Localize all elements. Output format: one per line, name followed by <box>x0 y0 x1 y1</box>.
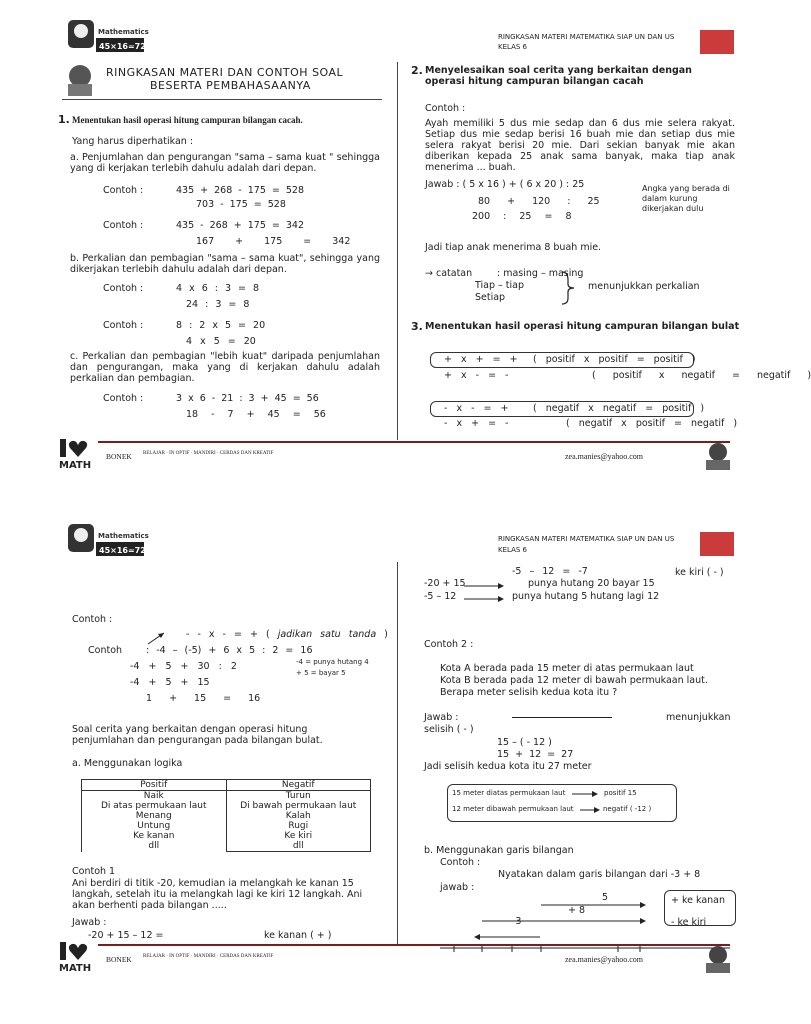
footer-bonek: BONEK <box>106 452 132 461</box>
mathematics-logo <box>66 18 152 56</box>
sign-rule <box>186 629 388 640</box>
cell-negatif: Turun <box>285 791 311 801</box>
ex-a2-line1: 435 - 268 + 175 = 342 <box>176 220 304 231</box>
p2-ex-line1: : -4 – (-5) + 6 x 5 : 2 = 16 <box>146 645 313 656</box>
ex-a2-line2: 167 + 175 = 342 <box>196 236 351 247</box>
brace-icon <box>558 270 578 306</box>
menunjukkan-label: menunjukkan <box>666 712 731 723</box>
p2-contoh-label: Contoh : <box>72 614 113 625</box>
rule-1-desc: ( positif x positif = positif ) <box>533 354 696 365</box>
catatan-label: → catatan <box>425 268 473 279</box>
catatan-right: menunjukkan perkalian <box>588 281 700 292</box>
table-header-negatif: Negatif <box>226 780 371 791</box>
direction-legend-box <box>664 890 736 926</box>
s2-contoh: Contoh : <box>425 103 466 114</box>
s1-title: Menentukan hasil operasi hitung campuran bilangan cacah. <box>72 115 303 125</box>
p2-ex-line3: -4 + 5 + 15 <box>130 677 210 688</box>
b-jawab: jawab : <box>440 882 475 893</box>
ex-b2-line2: 4 x 5 = 20 <box>186 336 256 347</box>
arrow-right-icon <box>464 595 504 603</box>
numberline-5-label: 5 <box>602 892 609 903</box>
logo-text: Mathematics <box>98 28 149 36</box>
logo-number: 45×16=720 <box>99 546 152 555</box>
header-title: RINGKASAN MATERI MATEMATIKA SIAP UN DAN US <box>498 33 675 41</box>
r-line2b: punya hutang 20 bayar 15 <box>528 578 655 589</box>
jawab2-label: Jawab : <box>424 712 459 723</box>
sign-rule-end: ) <box>384 629 388 640</box>
r-line3b: punya hutang 5 hutang lagi 12 <box>512 591 660 602</box>
s1-b-text: b. Perkalian dan pembagian "sama – sama kuat", sehingga yang dikerjakan terlebih dahulu adalah dari depan. <box>70 253 380 275</box>
p2-note-1: -4 = punya hutang 4 <box>296 658 369 666</box>
s2-result: Jadi tiap anak menerima 8 buah mie. <box>425 242 602 253</box>
i-love-math-logo <box>58 940 98 974</box>
cell-positif: Ke kanan <box>133 831 175 842</box>
sign-rule-main: - - x - = + ( <box>186 629 270 640</box>
rule-4-desc: ( negatif x positif = negatif ) <box>566 418 738 429</box>
cell-positif: Menang <box>135 811 172 822</box>
header-class: KELAS 6 <box>498 43 527 51</box>
footer-line <box>98 441 730 443</box>
s1-number: 1. <box>58 113 70 126</box>
contoh1-kanan: ke kanan ( + ) <box>264 930 332 941</box>
arrow-right-icon <box>580 806 600 814</box>
j2-line1: 15 – ( - 12 ) <box>497 737 552 748</box>
ex-b2-line1: 8 : 2 x 5 = 20 <box>176 320 266 331</box>
ex-b1-label: Contoh : <box>103 283 144 294</box>
ex-c-label: Contoh : <box>103 393 144 404</box>
title-underline <box>62 99 382 100</box>
arrow-right-icon <box>464 582 504 590</box>
s2-title: Menyelesaikan soal cerita yang berkaitan dengan operasi hitung campuran bilangan cacah <box>425 65 692 87</box>
box-line1a: 15 meter diatas permukaan laut <box>452 789 566 797</box>
header-corner-decoration <box>700 532 734 556</box>
box-line2a: 12 meter dibawah permukaan laut <box>452 805 574 813</box>
contoh2-line3: Berapa meter selisih kedua kota itu ? <box>440 687 618 698</box>
main-title-2: BESERTA PEMBAHASAANYA <box>150 79 311 92</box>
cell-positif: Naik <box>143 791 164 802</box>
p2-ex-line2: -4 + 5 + 30 : 2 <box>130 661 237 672</box>
footer-email: zea.manies@yahoo.com <box>565 452 644 461</box>
box-line1b: positif 15 <box>604 789 637 797</box>
student-icon <box>60 62 100 98</box>
math-logo-text: MATH <box>59 963 92 974</box>
mathematics-logo <box>66 522 152 560</box>
student-reading-icon <box>700 440 736 472</box>
s3-title: Menentukan hasil operasi hitung campuran bilangan bulat <box>425 321 740 332</box>
r-top-kiri: ke kiri ( - ) <box>675 567 724 578</box>
table-row <box>82 791 371 852</box>
cell-positif: Di atas permukaan laut <box>100 801 207 812</box>
ex-b1-line2: 24 : 3 = 8 <box>186 299 250 310</box>
p2-ex-label: Contoh <box>88 645 123 656</box>
ex-a1-line2: 703 - 175 = 528 <box>196 199 286 210</box>
ex-a1-line1: 435 + 268 - 175 = 528 <box>176 185 304 196</box>
i-love-math-logo <box>58 437 98 471</box>
r-line2a: -20 + 15 <box>424 578 466 589</box>
s2-note: Angka yang berada di dalam kurung dikerjakan dulu <box>642 184 730 213</box>
table-header-row <box>82 780 371 791</box>
rule-2-symbol: + x - = - <box>444 370 509 381</box>
contoh1-jawab: Jawab : <box>72 917 107 928</box>
numberline-minus3-label: -3 <box>512 916 522 927</box>
legend-kanan: + ke kanan <box>671 895 726 906</box>
numberline-plus8-label: + 8 <box>568 905 586 916</box>
r-line3a: -5 – 12 <box>424 591 457 602</box>
s2-number: 2. <box>411 64 423 77</box>
legend-kiri: - ke kiri <box>671 917 707 928</box>
rule-3-symbol: - x - = + <box>444 403 509 414</box>
table-cell <box>82 791 227 852</box>
footer-motto: BELAJAR · IN OPTIF · MANDIRI · CERDAS DAN KREATIF <box>143 451 274 456</box>
footer-line <box>98 944 730 946</box>
page-2 <box>0 512 768 992</box>
soal-cerita-text: Soal cerita yang berkaitan dengan operasi hitung penjumlahan dan pengurangan pada bilangan bulat. <box>72 724 323 746</box>
main-title-1: RINGKASAN MATERI DAN CONTOH SOAL <box>106 66 344 79</box>
sign-rule-italic: jadikan satu tanda <box>277 629 377 640</box>
rule-2-desc: ( positif x negatif = negatif ) <box>592 370 811 381</box>
b-contoh: Contoh : <box>440 857 481 868</box>
contoh2-label: Contoh 2 : <box>424 639 474 650</box>
b-numberline-label: b. Menggunakan garis bilangan <box>424 845 574 856</box>
table-header-positif: Positif <box>82 780 227 791</box>
ex-b1-line1: 4 x 6 : 3 = 8 <box>176 283 260 294</box>
s3-number: 3. <box>411 320 423 333</box>
catatan-text: : masing – masing <box>497 268 584 279</box>
pointer-arrow-icon <box>146 630 168 646</box>
s2-line3: 200 : 25 = 8 <box>472 211 572 222</box>
j2-result: Jadi selisih kedua kota itu 27 meter <box>424 761 592 772</box>
rule-1-symbol: + x + = + <box>444 354 518 365</box>
footer-bonek: BONEK <box>106 955 132 964</box>
arrow-right-icon <box>572 790 598 798</box>
logo-number: 45×16=720 <box>99 42 152 51</box>
s2-story: Ayah memiliki 5 dus mie sedap dan 6 dus mie selera rakyat. Setiap dus mie sedap berisi 16 buah mie dan setiap dus mie selera rakyat berisi 20 mie. Dari sekian banyak mie akan diberikan kepada 25 anak sama banyak, maka tiap anak menerima ... buah. <box>425 118 735 173</box>
j2-line2: 15 + 12 = 27 <box>497 749 574 760</box>
s2-jawab: Jawab : ( 5 x 16 ) + ( 6 x 20 ) : 25 <box>425 179 585 190</box>
logo-text: Mathematics <box>98 532 149 540</box>
footer-motto: BELAJAR · IN OPTIF · MANDIRI · CERDAS DAN KREATIF <box>143 954 274 959</box>
s1-intro: Yang harus diperhatikan : <box>72 136 194 147</box>
r-top-eq: -5 – 12 = -7 <box>512 566 588 577</box>
cell-negatif: Ke kiri <box>284 831 313 841</box>
cell-negatif: Rugi <box>288 821 309 831</box>
cell-negatif: Di bawah permukaan laut <box>240 801 357 811</box>
catatan-line3: Setiap <box>475 292 506 303</box>
s1-a-text: a. Penjumlahan dan pengurangan "sama – sama kuat " sehingga yang di kerjakan terlebih dahulu adalah dari depan. <box>70 152 380 174</box>
cell-negatif: dll <box>292 841 304 851</box>
column-divider <box>397 62 398 440</box>
jawab2-underline <box>512 717 612 718</box>
s2-line2: 80 + 120 : 25 <box>478 196 600 207</box>
student-reading-icon <box>700 943 736 975</box>
ex-a2-label: Contoh : <box>103 220 144 231</box>
ex-a1-label: Contoh : <box>103 185 144 196</box>
ex-b2-label: Contoh : <box>103 320 144 331</box>
catatan-line2: Tiap – tiap <box>475 280 525 291</box>
p2-note-2: + 5 = bayar 5 <box>296 669 346 677</box>
math-logo-text: MATH <box>59 460 92 471</box>
cell-negatif: Kalah <box>285 811 311 821</box>
contoh2-line2: Kota B berada pada 12 meter di bawah permukaan laut. <box>440 675 708 686</box>
contoh1-label: Contoh 1 <box>72 866 116 877</box>
rule-3-desc: ( negatif x negatif = positif ) <box>533 403 705 414</box>
contoh1-eq: -20 + 15 – 12 = <box>88 930 164 941</box>
b-text: Nyatakan dalam garis bilangan dari -3 + 8 <box>498 869 701 880</box>
selisih-label: selisih ( - ) <box>424 724 474 735</box>
rule-4-symbol: - x + = - <box>444 418 509 429</box>
header-title: RINGKASAN MATERI MATEMATIKA SIAP UN DAN US <box>498 535 675 543</box>
page-1 <box>0 0 811 480</box>
header-class: KELAS 6 <box>498 546 527 554</box>
p2-ex-line4: 1 + 15 = 16 <box>146 693 261 704</box>
box-line2b: negatif ( -12 ) <box>603 805 652 813</box>
column-divider <box>397 562 398 944</box>
cell-positif: dll <box>148 841 160 852</box>
ex-c-line1: 3 x 6 - 21 : 3 + 45 = 56 <box>176 393 319 404</box>
footer-email: zea.manies@yahoo.com <box>565 955 644 964</box>
a-logic-label: a. Menggunakan logika <box>72 758 183 769</box>
header-corner-decoration <box>700 30 734 54</box>
contoh1-text: Ani berdiri di titik -20, kemudian ia melangkah ke kanan 15 langkah, setelah itu ia melangkah lagi ke kiri 12 langkah. Ani akan berhenti pada bilangan ..... <box>72 878 363 911</box>
contoh2-line1: Kota A berada pada 15 meter di atas permukaan laut <box>440 663 694 674</box>
ex-c-line2: 18 - 7 + 45 = 56 <box>186 409 326 420</box>
logic-table <box>81 779 371 852</box>
table-cell <box>226 791 371 852</box>
cell-positif: Untung <box>137 821 171 832</box>
s1-c-text: c. Perkalian dan pembagian "lebih kuat" daripada penjumlahan dan pengurangan, maka yang di kerjakan dahulu adalah perkalian dan pembagian. <box>70 351 380 384</box>
